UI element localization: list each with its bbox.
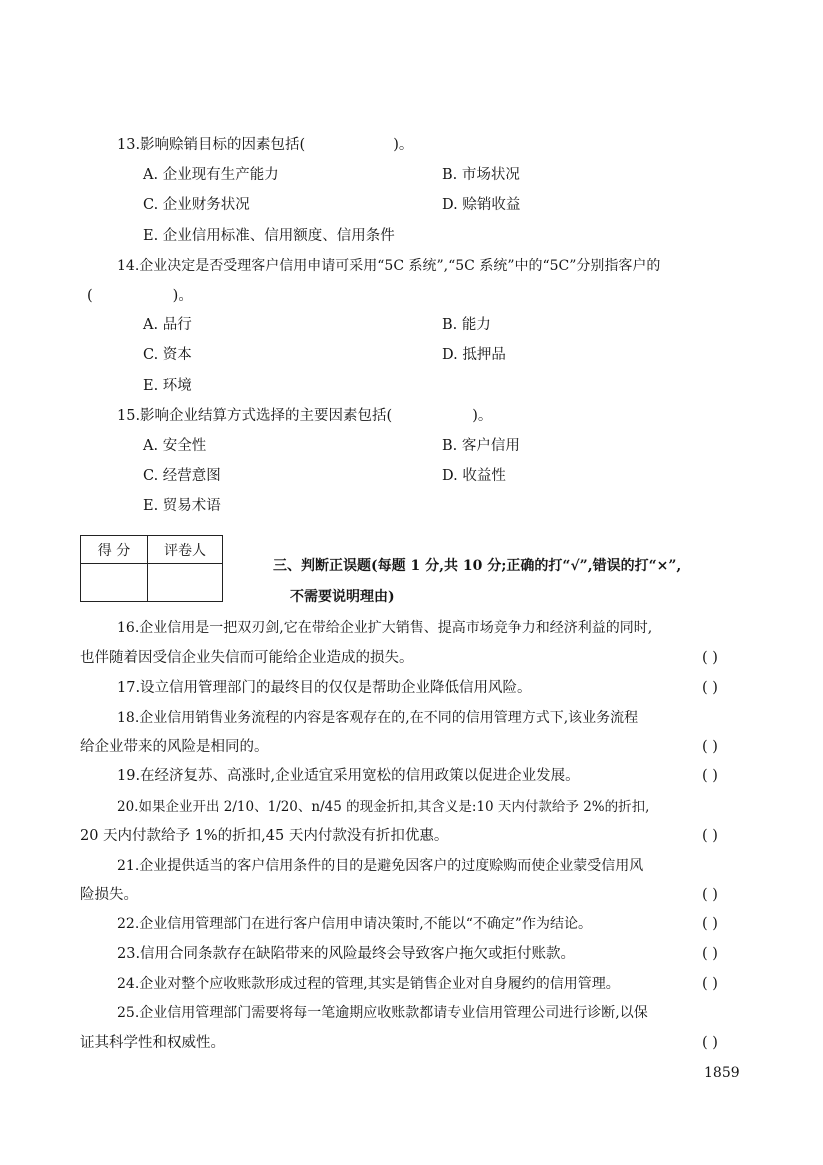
q14-option-d: D. 抵押品	[442, 347, 506, 363]
tf-q19-line1: 19.在经济复苏、高涨时,企业适宜采用宽松的信用政策以促进企业发展。	[117, 768, 580, 784]
tf-q18-line2: 给企业带来的风险是相同的。	[80, 739, 269, 755]
q15-option-e: E. 贸易术语	[143, 498, 221, 514]
tf-q22-answer[interactable]: ( )	[702, 916, 718, 932]
tf-q16-line2: 也伴随着因受信企业失信而可能给企业造成的损失。	[80, 650, 414, 666]
score-header: 得 分	[81, 536, 148, 564]
q15-option-d: D. 收益性	[442, 468, 506, 484]
tf-q20-answer[interactable]: ( )	[702, 828, 718, 844]
q15-option-b: B. 客户信用	[442, 438, 520, 454]
tf-q22-line1: 22.企业信用管理部门在进行客户信用申请决策时,不能以“不确定”作为结论。	[117, 916, 593, 932]
tf-q21-answer[interactable]: ( )	[702, 887, 718, 903]
q13-option-b: B. 市场状况	[442, 167, 520, 183]
q14-option-b: B. 能力	[442, 317, 491, 333]
tf-q20-line1: 20.如果企业开出 2/10、1/20、n/45 的现金折扣,其含义是:10 天内付款给予 2%的折扣,	[117, 799, 650, 815]
q15-stem: 15.影响企业结算方式选择的主要因素包括( )。	[117, 408, 493, 424]
q15-option-c: C. 经营意图	[143, 468, 221, 484]
tf-q24-line1: 24.企业对整个应收账款形成过程的管理,其实是销售企业对自身履约的信用管理。	[117, 976, 620, 992]
q15-option-a: A. 安全性	[143, 438, 207, 454]
q13-option-e: E. 企业信用标准、信用额度、信用条件	[143, 228, 395, 244]
score-cell[interactable]	[81, 564, 148, 602]
tf-q17-line1: 17.设立信用管理部门的最终目的仅仅是帮助企业降低信用风险。	[117, 680, 532, 696]
q14-option-a: A. 品行	[143, 317, 192, 333]
section-title-line2: 不需要说明理由)	[290, 589, 395, 605]
tf-q23-line1: 23.信用合同条款存在缺陷带来的风险最终会导致客户拖欠或拒付账款。	[117, 946, 576, 962]
tf-q17-answer[interactable]: ( )	[702, 680, 718, 696]
section-title-line1: 三、判断正误题(每题 1 分,共 10 分;正确的打“√”,错误的打“×”,	[273, 558, 682, 574]
tf-q25-answer[interactable]: ( )	[702, 1035, 718, 1051]
tf-q25-line2: 证其科学性和权威性。	[80, 1035, 225, 1051]
q14-option-c: C. 资本	[143, 347, 192, 363]
tf-q21-line2: 险损失。	[80, 887, 138, 903]
grader-header: 评卷人	[148, 536, 223, 564]
q13-option-c: C. 企业财务状况	[143, 197, 250, 213]
q14-option-e: E. 环境	[143, 378, 192, 394]
page-number: 1859	[704, 1065, 740, 1081]
q14-stem: 14.企业决定是否受理客户信用申请可采用“5C 系统”,“5C 系统”中的“5C”分别指客户的	[117, 258, 661, 274]
tf-q19-answer[interactable]: ( )	[702, 768, 718, 784]
tf-q18-line1: 18.企业信用销售业务流程的内容是客观存在的,在不同的信用管理方式下,该业务流程	[117, 710, 639, 726]
tf-q16-answer[interactable]: ( )	[702, 650, 718, 666]
tf-q16-line1: 16.企业信用是一把双刃剑,它在带给企业扩大销售、提高市场竞争力和经济利益的同时,	[117, 620, 653, 636]
tf-q20-line2: 20 天内付款给予 1%的折扣,45 天内付款没有折扣优惠。	[80, 828, 449, 844]
q13-option-d: D. 赊销收益	[442, 197, 521, 213]
grader-cell[interactable]	[148, 564, 223, 602]
q13-stem: 13.影响赊销目标的因素包括( )。	[117, 137, 414, 153]
q13-option-a: A. 企业现有生产能力	[143, 167, 279, 183]
tf-q24-answer[interactable]: ( )	[702, 976, 718, 992]
tf-q23-answer[interactable]: ( )	[702, 946, 718, 962]
tf-q18-answer[interactable]: ( )	[702, 739, 718, 755]
score-table	[80, 535, 223, 602]
q14-stem-cont: ( )。	[87, 288, 193, 304]
tf-q21-line1: 21.企业提供适当的客户信用条件的目的是避免因客户的过度赊购而使企业蒙受信用风	[117, 858, 644, 874]
tf-q25-line1: 25.企业信用管理部门需要将每一笔逾期应收账款都请专业信用管理公司进行诊断,以保	[117, 1005, 648, 1021]
